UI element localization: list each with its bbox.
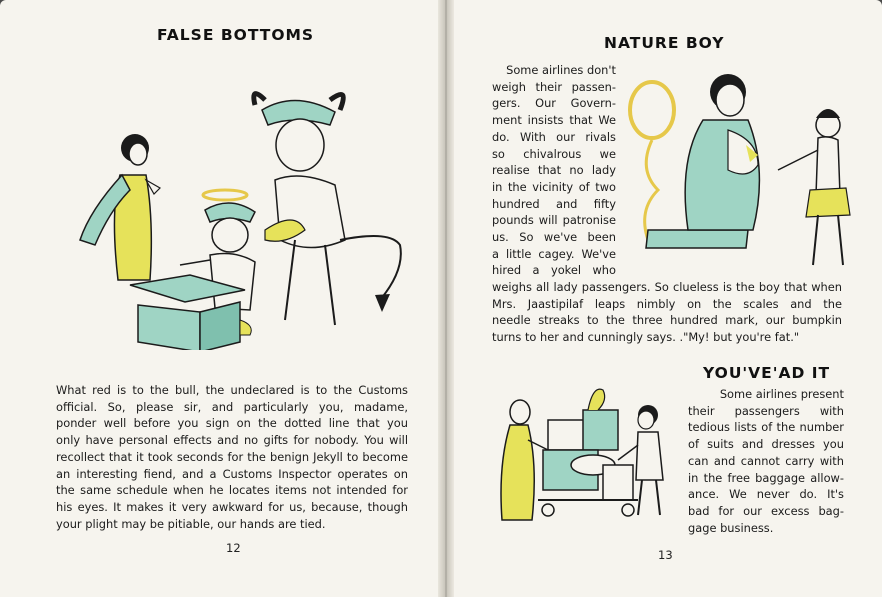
nature-boy-narrow-column: [492, 62, 616, 279]
paragraph-line: turns to her and cunningly says. ."My! but you're fat.": [492, 330, 800, 345]
paragraph-line: realise that no lady: [492, 163, 616, 178]
paragraph-line: his eyes. It makes it very awkward for us, because, though: [56, 499, 408, 514]
paragraph-line: gage business.: [688, 520, 774, 535]
paragraph-line: do. With our rivals: [492, 129, 616, 144]
lady-figure: [80, 134, 160, 280]
paragraph-line: so chivalrous we: [492, 146, 616, 161]
paragraph-line: pounds will patronise: [492, 213, 616, 228]
paragraph-line: ance. We never do. It's: [688, 487, 844, 502]
paragraph-line: weighs all lady passengers. So clueless is the boy that when: [492, 280, 842, 294]
paragraph-line: your plight may be pitiable, our hands are tied.: [56, 516, 326, 531]
paragraph-line: hired a yokel who: [492, 263, 616, 278]
paragraph-line: ponder well before you sign on the dotted line that you: [56, 416, 408, 431]
paragraph-line: can and cannot carry with: [688, 453, 844, 468]
paragraph-line: Mrs. Jaastipilaf leaps nimbly on the scales and the: [492, 296, 842, 311]
paragraph-line: What red is to the bull, the undeclared is to the Customs: [56, 383, 408, 397]
left-page-paragraph: [56, 382, 408, 532]
baggage-trolley-illustration: [488, 370, 678, 530]
customs-inspection-illustration: [50, 80, 444, 350]
paragraph-line: an interesting fiend, and a Customs Inspector operates on: [56, 466, 408, 481]
left-page-number: 12: [226, 541, 241, 555]
paragraph-line: in the vicinity of two: [492, 179, 616, 194]
paragraph-line: tedious lists of the number: [688, 420, 844, 435]
paragraph-line: gers. Our Govern-: [492, 96, 616, 111]
yokel-boy-figure: [778, 109, 850, 265]
large-lady-figure: [685, 74, 759, 230]
paragraph-line: in the free baggage allow-: [688, 470, 844, 485]
paragraph-line: hundred and fifty: [492, 196, 616, 211]
weighing-scale-illustration: [618, 70, 878, 270]
paragraph-line: only have personal effects and no gifts for nobody. You will: [56, 433, 408, 448]
right-page: [448, 0, 882, 597]
paragraph-line: official. So, please sir, and particularly you, madame,: [56, 399, 408, 414]
luggage-pile: [538, 389, 638, 516]
paragraph-line: their passengers with: [688, 403, 844, 418]
right-page-number: 13: [658, 548, 673, 562]
devil-inspector-figure: [254, 94, 401, 325]
youve-ad-it-title: YOU'VE'AD IT: [703, 364, 831, 382]
paragraph-line: needle streaks to the three hundred mark, our bumpkin: [492, 313, 842, 328]
paragraph-line: us. So we've been: [492, 230, 616, 245]
nature-boy-wide-column: [492, 279, 842, 346]
paragraph-line: of suits and dresses you: [688, 437, 844, 452]
paragraph-line: weigh their passen-: [492, 79, 616, 94]
paragraph-line: a little cagey. We've: [492, 246, 616, 261]
paragraph-line: Some airlines don't: [506, 63, 616, 77]
paragraph-line: the same schedule when he locates items not intended for: [56, 483, 408, 498]
suitcase: [130, 275, 251, 350]
paragraph-line: bad for our excess bag-: [688, 503, 844, 518]
left-page-title: FALSE BOTTOMS: [157, 26, 315, 44]
paragraph-line: ment insists that We: [492, 113, 616, 128]
youve-ad-it-column: [688, 386, 844, 536]
paragraph-line: recollect that it took seconds for the benign Jekyll to become: [56, 449, 408, 464]
book-gutter: [438, 0, 454, 597]
traveller-woman-figure: [501, 400, 548, 520]
paragraph-line: Some airlines present: [719, 387, 844, 401]
nature-boy-title: NATURE BOY: [604, 34, 725, 52]
